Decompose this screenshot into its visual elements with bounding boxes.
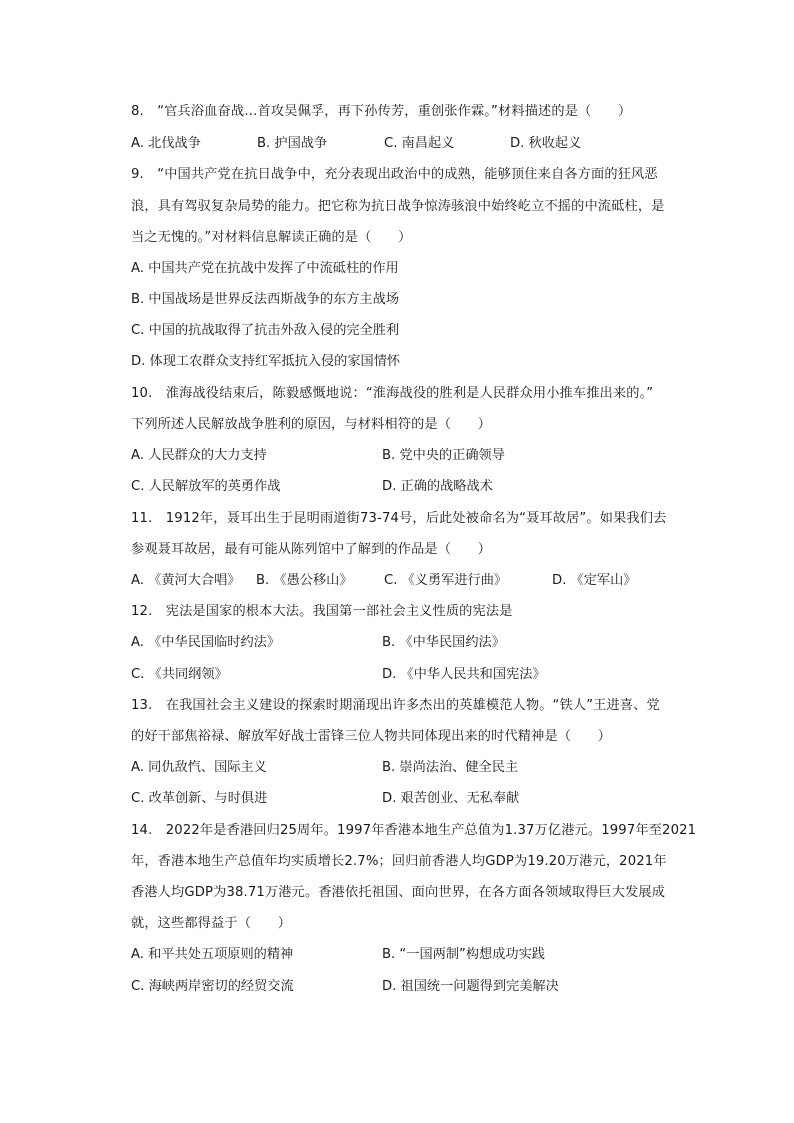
question-11-option-c: C. 《义勇军进行曲》 <box>384 573 508 588</box>
question-13-stem-line-2: 的好干部焦裕禄、解放军好战士雷锋三位人物共同体现出来的时代精神是（ ） <box>131 729 612 744</box>
question-9-stem-line-1: 9. “中国共产党在抗日战争中，充分表现出政治中的成熟，能够顶住来自各方面的狂风恶 <box>131 167 658 182</box>
question-14-stem-line-2: 年，香港本地生产总值年均实质增长2.7%；回归前香港人均GDP为19.20万港元，2021年 <box>131 854 667 869</box>
question-9-option-b: B. 中国战场是世界反法西斯战争的东方主战场 <box>131 292 399 307</box>
question-9-option-d: D. 体现工农群众支持红军抵抗入侵的家国情怀 <box>131 354 401 369</box>
question-9-option-a: A. 中国共产党在抗战中发挥了中流砥柱的作用 <box>131 261 399 276</box>
question-10-option-c: C. 人民解放军的英勇作战 <box>131 479 281 494</box>
question-13-option-a: A. 同仇敌忾、国际主义 <box>131 760 267 775</box>
question-10-stem-line-2: 下列所述人民解放战争胜利的原因，与材料相符的是（ ） <box>131 417 492 432</box>
question-12-option-d: D. 《中华人民共和国宪法》 <box>382 667 546 682</box>
question-14-option-d: D. 祖国统一问题得到完美解决 <box>382 979 559 994</box>
question-9-stem-line-2: 浪，具有驾驭复杂局势的能力。把它称为抗日战争惊涛骇浪中始终屹立不摇的中流砥柱，是 <box>131 199 665 214</box>
question-12-option-b: B. 《中华民国约法》 <box>382 635 505 650</box>
question-9-option-c: C. 中国的抗战取得了抗击外敌入侵的完全胜利 <box>131 323 400 338</box>
question-14-stem-line-4: 就，这些都得益于（ ） <box>131 916 292 931</box>
question-10-option-d: D. 正确的战略战术 <box>382 479 493 494</box>
question-8-option-d: D. 秋收起义 <box>510 136 582 151</box>
question-10-option-a: A. 人民群众的大力支持 <box>131 448 267 463</box>
question-12-option-c: C. 《共同纲领》 <box>131 667 228 682</box>
question-13-option-d: D. 艰苦创业、无私奉献 <box>382 791 520 806</box>
question-12-option-a: A. 《中华民国临时约法》 <box>131 635 281 650</box>
question-13-stem-line-1: 13. 在我国社会主义建设的探索时期涌现出许多杰出的英雄模范人物。“铁人”王进喜、党 <box>131 698 660 713</box>
question-13-option-b: B. 崇尚法治、健全民主 <box>382 760 519 775</box>
question-14-option-c: C. 海峡两岸密切的经贸交流 <box>131 979 294 994</box>
question-14-stem-line-1: 14. 2022年是香港回归25周年。1997年香港本地生产总值为1.37万亿港元。1997年至2021 <box>131 823 697 838</box>
question-11-option-a: A. 《黄河大合唱》 <box>131 573 241 588</box>
question-8-option-c: C. 南昌起义 <box>384 136 455 151</box>
question-14-option-b: B. “一国两制”构想成功实践 <box>382 947 545 962</box>
question-8-stem-line-1: 8. “官兵浴血奋战…首攻吴佩孚，再下孙传芳，重创张作霖。”材料描述的是（ ） <box>131 104 632 119</box>
question-12-stem-line-1: 12. 宪法是国家的根本大法。我国第一部社会主义性质的宪法是 <box>131 604 513 619</box>
question-10-option-b: B. 党中央的正确领导 <box>382 448 505 463</box>
question-10-stem-line-1: 10. 淮海战役结束后，陈毅感慨地说：“淮海战役的胜利是人民群众用小推车推出来的。” <box>131 386 654 401</box>
question-11-stem-line-1: 11. 1912年，聂耳出生于昆明雨道街73-74号，后此处被命名为“聂耳故居”。如果我们去 <box>131 511 667 526</box>
question-14-option-a: A. 和平共处五项原则的精神 <box>131 947 294 962</box>
question-9-stem-line-3: 当之无愧的。”对材料信息解读正确的是（ ） <box>131 230 412 245</box>
question-11-stem-line-2: 参观聂耳故居，最有可能从陈列馆中了解到的作品是（ ） <box>131 542 492 557</box>
question-8-option-b: B. 护国战争 <box>257 136 328 151</box>
question-11-option-d: D. 《定军山》 <box>552 573 637 588</box>
question-11-option-b: B. 《愚公移山》 <box>256 573 353 588</box>
question-14-stem-line-3: 香港人均GDP为38.71万港元。香港依托祖国、面向世界，在各方面各领域取得巨大发展成 <box>131 885 666 900</box>
question-8-option-a: A. 北伐战争 <box>131 136 201 151</box>
question-13-option-c: C. 改革创新、与时俱进 <box>131 791 268 806</box>
